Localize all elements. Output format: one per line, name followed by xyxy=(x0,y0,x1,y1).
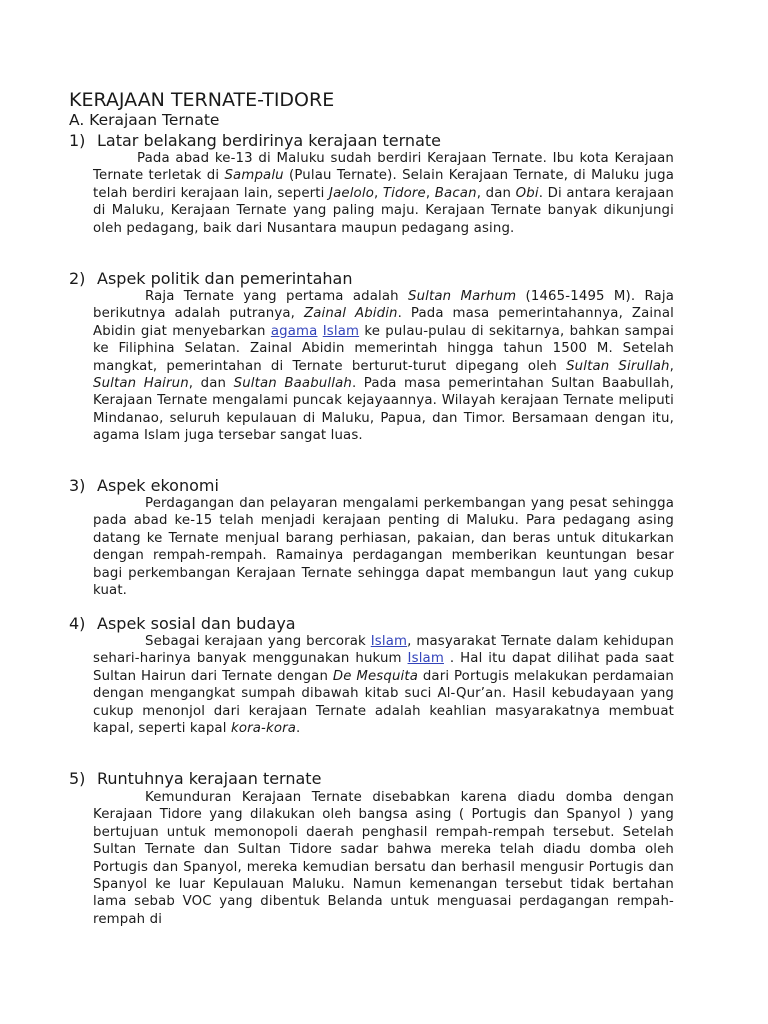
section-1-number: 1) xyxy=(69,131,86,150)
text-run: . Di antara kerajaan di Maluku, Kerajaan Ternate yang paling maju. Kerajaan Ternate banyak dikunjungi oleh pedagang, baik dari Nusantara maupun pedagang asing. xyxy=(93,185,674,236)
link-islam[interactable]: Islam xyxy=(322,323,360,339)
section-2-title: Aspek politik dan pemerintahan xyxy=(97,269,353,288)
text-run: , dan xyxy=(188,376,234,392)
section-5-title: Runtuhnya kerajaan ternate xyxy=(97,769,322,788)
section-5-paragraph xyxy=(93,789,674,928)
text-run: . xyxy=(296,721,301,737)
italic-term: Sultan Baabullah xyxy=(233,376,352,392)
text-run: Sebagai kerajaan yang bercorak xyxy=(145,634,371,649)
text-run: Kemunduran Kerajaan Ternate disebabkan karena diadu domba dengan Kerajaan Tidore yang dilakukan oleh bangsa asing ( Portugis dan Spanyol ) yang bertujuan untuk memonopoli daerah penghasil rempah-rempah tersebut. Setelah Sultan Ternate dan Sultan Tidore sadar bahwa mereka telah diadu domba oleh Portugis dan Spanyol, mereka kemudian bersatu dan berhasil mengusir Portugis dan Spanyol ke luar Kepulauan Maluku. Namun kemenangan tersebut tidak bertahan lama sebab VOC yang dibentuk Belanda untuk menguasai perdagangan rempah-rempah di xyxy=(93,790,674,927)
text-run: dari Portugis melakukan perdamaian dengan mengangkat sumpah dibawah kitab suci Al-Qur’an. Hasil kebudayaan yang cukup menonjol dari kerajaan Ternate adalah keahlian masyarakatnya membuat kapal, seperti kapal xyxy=(93,668,674,737)
text-run: . Hal itu dapat dilihat pada saat Sultan Hairun dari Ternate dengan xyxy=(93,651,674,684)
text-run: ke pulau-pulau di sekitarnya, bahkan sampai ke Filiphina Selatan. Zainal Abidin memerintah hingga tahun 1500 M. Setelah mangkat, pemerintahan di Ternate berturut-turut dipegang oleh xyxy=(93,323,675,374)
section-2-paragraph xyxy=(93,288,674,445)
section-1-paragraph xyxy=(93,150,674,237)
italic-term: Jaelolo xyxy=(329,185,374,201)
italic-term: De Mesquita xyxy=(332,668,419,684)
section-5-number: 5) xyxy=(69,769,86,788)
text-run: . Pada masa pemerintahannya, Zainal Abidin giat menyebarkan xyxy=(93,306,674,339)
text-run: (1465-1495 M). Raja berikutnya adalah putranya, xyxy=(93,289,674,322)
section-3-paragraph xyxy=(93,495,674,599)
section-2-number: 2) xyxy=(69,269,86,288)
italic-term: Sultan Sirullah xyxy=(566,358,670,374)
italic-term: Sultan Marhum xyxy=(407,289,517,304)
section-4-heading xyxy=(69,614,296,633)
document-title: KERAJAAN TERNATE-TIDORE xyxy=(69,89,335,111)
text-run: , xyxy=(425,185,435,201)
section-3-number: 3) xyxy=(69,476,86,495)
italic-term: Sultan Hairun xyxy=(93,376,189,392)
link-agama[interactable]: agama xyxy=(270,323,318,339)
link-islam[interactable]: Islam xyxy=(370,634,408,649)
italic-term: kora-kora xyxy=(230,721,297,737)
italic-term: Zainal Abidin xyxy=(303,306,398,322)
section-4-number: 4) xyxy=(69,614,86,633)
section-4-paragraph xyxy=(93,633,674,737)
section-a-heading: A. Kerajaan Ternate xyxy=(69,111,220,129)
text-run: , xyxy=(373,185,383,201)
link-islam[interactable]: Islam xyxy=(407,651,444,667)
italic-term: Tidore xyxy=(382,185,426,201)
section-3-heading xyxy=(69,476,219,495)
section-4-title: Aspek sosial dan budaya xyxy=(97,614,296,633)
section-5-heading xyxy=(69,769,321,788)
text-run: , xyxy=(669,358,674,374)
text-run: (Pulau Ternate). Selain Kerajaan Ternate, di Maluku juga telah berdiri kerajaan lain, seperti xyxy=(93,168,675,201)
section-3-title: Aspek ekonomi xyxy=(97,476,219,495)
text-run: , masyarakat Ternate dalam kehidupan sehari-harinya banyak menggunakan hukum xyxy=(93,634,674,667)
section-2-heading xyxy=(69,269,352,288)
italic-term: Bacan xyxy=(434,185,477,201)
text-run: , dan xyxy=(476,185,516,201)
italic-term: Sampalu xyxy=(224,168,284,184)
section-1-title: Latar belakang berdirinya kerajaan ternate xyxy=(97,131,441,150)
section-1-heading xyxy=(69,131,441,150)
italic-term: Obi xyxy=(515,185,539,201)
text-run: Raja Ternate yang pertama adalah xyxy=(145,289,408,304)
text-run: Pada abad ke-13 di Maluku sudah berdiri Kerajaan Ternate. Ibu kota Kerajaan Ternate terletak di xyxy=(93,151,674,184)
text-run: . Pada masa pemerintahan Sultan Baabullah, Kerajaan Ternate mengalami puncak kejayaannya. Wilayah kerajaan Ternate meliputi Mindanao, seluruh kepulauan di Maluku, Papua, dan Timor. Bersamaan dengan itu, agama Islam juga tersebar sangat luas. xyxy=(93,376,674,444)
text-run: Perdagangan dan pelayaran mengalami perkembangan yang pesat sehingga pada abad ke-15 telah menjadi kerajaan penting di Maluku. Para pedagang asing datang ke Ternate menjual barang perhiasan, pakaian, dan beras untuk ditukarkan dengan rempah-rempah. Ramainya perdagangan memberikan keuntungan besar bagi perkembangan Kerajaan Ternate sehingga dapat membangun laut yang cukup kuat. xyxy=(93,496,674,599)
